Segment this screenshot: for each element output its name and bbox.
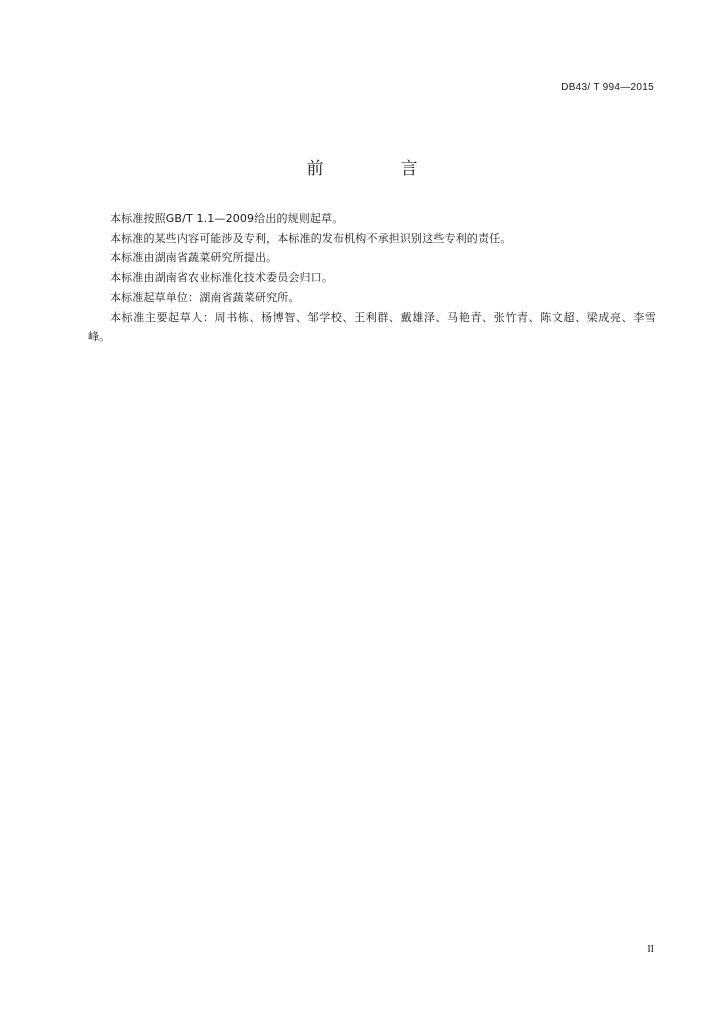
foreword-paragraph: 本标准起草单位：湖南省蔬菜研究所。: [110, 290, 300, 304]
foreword-paragraph: 本标准由湖南省农业标准化技术委员会归口。: [110, 271, 333, 285]
foreword-paragraph: 本标准主要起草人：周书栋、杨博智、邹学校、王利群、戴雄泽、马艳青、张竹青、陈文超、梁成亮、李雪峰。: [88, 310, 656, 344]
foreword-paragraph: 本标准按照GB/T 1.1—2009给出的规则起草。: [110, 212, 344, 225]
page-title: 前 言: [306, 159, 448, 179]
foreword-paragraph: 本标准由湖南省蔬菜研究所提出。: [110, 251, 278, 265]
page-number: II: [647, 944, 654, 955]
standard-code: DB43/ T 994—2015: [561, 82, 654, 93]
foreword-body: [88, 209, 656, 347]
foreword-paragraph: 本标准的某些内容可能涉及专利，本标准的发布机构不承担识别这些专利的责任。: [110, 231, 512, 245]
